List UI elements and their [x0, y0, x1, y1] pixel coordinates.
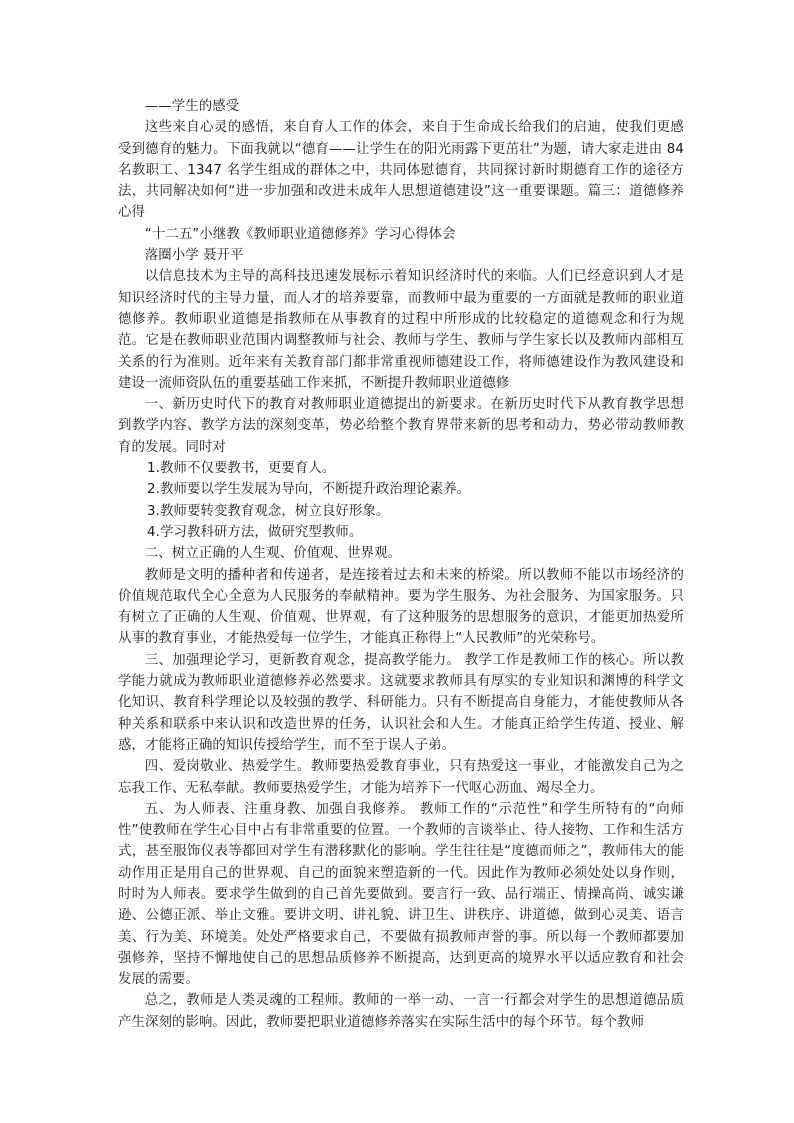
section-one: 一、新历史时代下的教育对教师职业道德提出的新要求。在新历史时代下从教育教学思想到教学内容、教学方法的深刻变革，势必给整个教育界带来新的思考和动力，势必带动教师教育的发展。同时对	[118, 397, 684, 455]
paragraph-intro: 这些来自心灵的感悟，来自育人工作的体会，来自于生命成长给我们的启迪，使我们更感受到德育的魅力。下面我就以“德育——让学生在的阳光雨露下更茁壮”为题，请大家走进由 84 名教职工、1347 名学生组成的群体之中，共同体慰德育，共同探讨新时期德育工作的途径方法，共同解决如何“进一步加强和改进未成年人思想道德建设”这一重要课题。篇三：道德修养心得	[118, 120, 684, 221]
conclusion-paragraph: 总之，教师是人类灵魂的工程师。教师的一举一动、一言一行都会对学生的思想道德品质产生深刻的影响。因此，教师要把职业道德修养落实在实际生活中的每个环节。每个教师	[118, 993, 684, 1030]
section-four: 四、爱岗敬业、热爱学生。教师要热爱教育事业，只有热爱这一事业，才能激发自己为之忘我工作、无私奉献。教师要热爱学生，才能为培养下一代呕心沥血、竭尽全力。	[118, 759, 684, 796]
paragraph-knowledge-economy: 以信息技术为主导的高科技迅速发展标示着知识经济时代的来临。人们已经意识到人才是知识经济时代的主导力量，而人才的培养要靠，而教师中最为重要的一方面就是教师的职业道德修养。教师职业道德是指教师在从事教育的过程中所形成的比较稳定的道德观念和行为规范。它是在教师职业范围内调整教师与社会、教师与学生、教师与学生家长以及教师内部相互关系的行为准则。近年来有关教育部门都非常重视师德建设工作，将师德建设作为教风建设和建设一流师资队伍的重要基础工作来抓，不断提升教师职业道德修	[118, 269, 684, 391]
document-page	[118, 96, 684, 1033]
article-title: “十二五”小继教《教师职业道德修养》学习心得体会	[144, 226, 456, 242]
list-item-1: 1.教师不仅要教书，更要育人。	[147, 461, 336, 477]
author-line: 落圈小学 聂开平	[144, 248, 244, 264]
section-five: 五、为人师表、注重身教、加强自我修养。 教师工作的“示范性”和学生所特有的“向师性”使教师在学生心目中占有非常重要的位置。一个教师的言谈举止、待人接物、工作和生活方式，甚至服饰仪表等都回对学生有潜移默化的影响。学生往往是“度德而师之”，教师伟大的能动作用正是用自己的世界观、自己的面貌来塑造新的一代。因此作为教师必须处处以身作则，时时为人师表。要求学生做到的自己首先要做到。要言行一致、品行端正、情操高尚、诚实谦逊、公德正派、举止文雅。要讲文明、讲礼貌、讲卫生、讲秩序、讲道德，做到心灵美、语言美、行为美、环境美。处处严格要求自己，不要做有损教师声誉的事。所以每一个教师都要加强修养，坚持不懈地使自己的思想品质修养不断提高，达到更高的境界水平以适应教育和社会发展的需要。	[118, 801, 684, 988]
list-item-4: 4.学习教科研方法，做研究型教师。	[147, 524, 363, 540]
list-item-3: 3.教师要转变教育观念，树立良好形象。	[147, 503, 390, 519]
list-item-2: 2.教师要以学生发展为导向，不断提升政治理论素养。	[147, 482, 471, 498]
section-three: 三、加强理论学习，更新教育观念，提高教学能力。 教学工作是教师工作的核心。所以教学能力就成为教师职业道德修养必然要求。这就要求教师具有厚实的专业知识和渊博的科学文化知识、教育科学理论以及较强的教学、科研能力。只有不断提高自身能力，才能使教师从各种关系和联系中来认识和改造世界的任务，认识社会和人生。才能真正给学生传道、授业、解惑，才能将正确的知识传授给学生，而不至于误人子弟。	[118, 652, 684, 753]
section-two-body: 教师是文明的播种者和传递者，是连接着过去和未来的桥梁。所以教师不能以市场经济的价值规范取代全心全意为人民服务的奉献精神。要为学生服务、为社会服务、为国家服务。只有树立了正确的人生观、价值观、世界观，有了这种服务的思想服务的意识，才能更加热爱所从事的教育事业，才能热爱每一位学生，才能真正称得上“人民教师”的光荣称号。	[118, 567, 684, 647]
heading-student-feelings: ——学生的感受	[144, 99, 240, 114]
section-two-heading: 二、树立正确的人生观、价值观、世界观。	[144, 546, 402, 562]
